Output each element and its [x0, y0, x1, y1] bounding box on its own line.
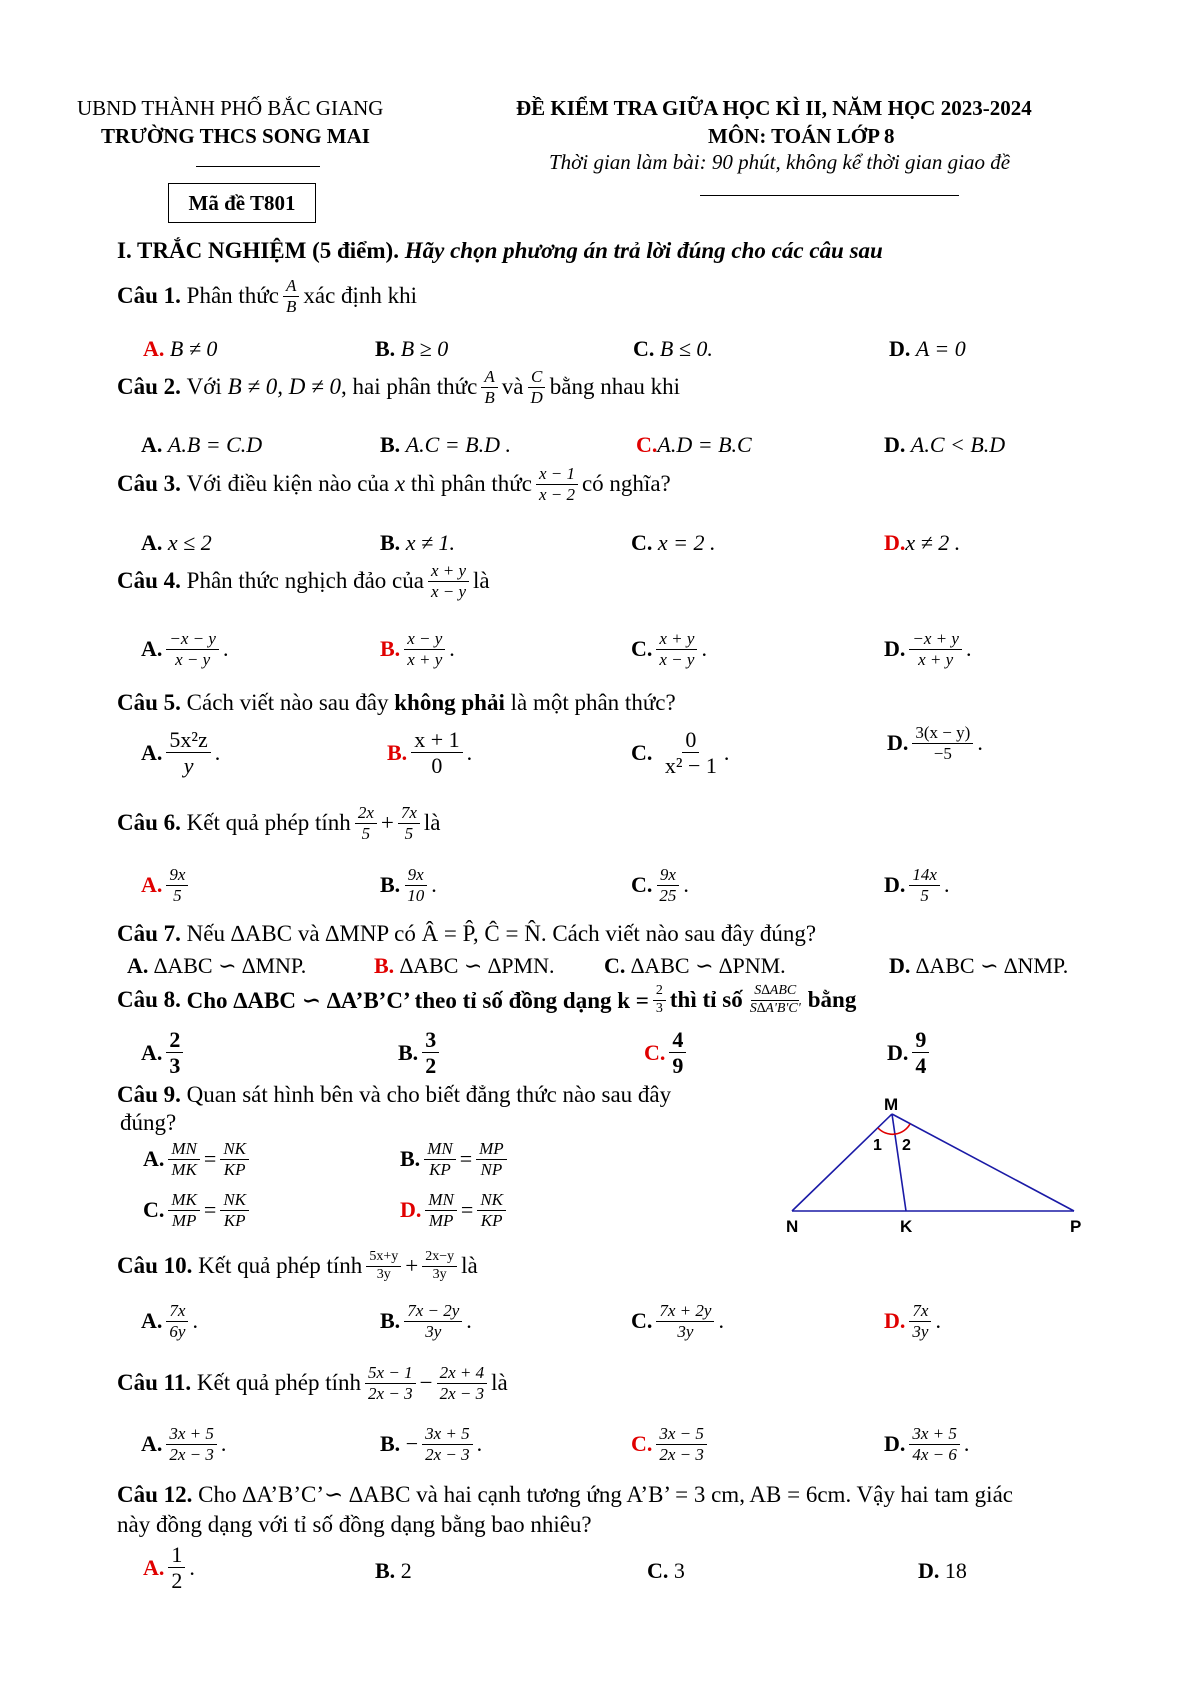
exam-code-box: Mã đề T801 [168, 183, 316, 223]
header-right-rule [700, 195, 959, 196]
q6-option-a[interactable]: A. $\frac{9x}{5}$ [141, 866, 192, 905]
question-text: là [423, 810, 441, 836]
question-1 [117, 277, 417, 316]
question-text: là một phân thức? [510, 690, 676, 715]
question-label: Câu 9. [117, 1082, 181, 1107]
side-mn [792, 1114, 892, 1211]
question-text: bằng [807, 987, 857, 1013]
question-12 [117, 1482, 1013, 1508]
q2-option-c[interactable]: C. A.D = B.C [636, 432, 752, 457]
q7-option-d[interactable]: D. ∆ABC ∽ ∆NMP. [889, 953, 1069, 978]
question-condition: B ≠ 0, D ≠ 0 [227, 374, 341, 400]
question-4 [117, 562, 490, 601]
question-text: Cho ∆ABC ∽ ∆A’B’C’ theo tỉ số đồng dạng k = [186, 987, 649, 1013]
question-text: Quan sát hình bên và cho biết đẳng thức nào sau đây [186, 1082, 672, 1107]
q1-option-d[interactable]: D. A = 0 [889, 336, 966, 361]
section-title [117, 238, 883, 264]
q1-option-c[interactable]: C. B ≤ 0. [633, 336, 713, 361]
q7-option-c[interactable]: C. ∆ABC ∽ ∆PNM. [604, 953, 786, 978]
question-text: là [461, 1253, 478, 1279]
q3-option-b[interactable]: B. x ≠ 1. [380, 530, 456, 555]
question-text: là [473, 568, 490, 594]
question-7 [117, 921, 816, 947]
q12-option-c[interactable]: C. 3 [647, 1558, 685, 1583]
question-10 [117, 1250, 478, 1282]
question-9-line2: đúng? [120, 1110, 177, 1135]
q8-option-b[interactable]: B. $\frac{3}{2}$ [398, 1028, 443, 1077]
vertex-n-label: N [786, 1217, 799, 1236]
header-right-line1: ĐỀ KIỂM TRA GIỮA HỌC KÌ II, NĂM HỌC 2023-2024 [516, 96, 1032, 120]
plus-sign: + [380, 810, 394, 836]
header-left-line1: UBND THÀNH PHỐ BẮC GIANG [77, 96, 384, 120]
q11-option-d[interactable]: D. $\frac{3x + 5}{4x - 6}$ . [884, 1424, 970, 1464]
question-text: , hai phân thức [340, 374, 478, 400]
header-left-line2: TRƯỜNG THCS SONG MAI [101, 124, 370, 148]
fraction: $\frac{2x + 4}{2x - 3}$ [437, 1364, 488, 1403]
vertex-p-label: P [1070, 1217, 1082, 1236]
q10-option-c[interactable]: C. $\frac{7x + 2y}{3y}$ . [631, 1301, 724, 1341]
q6-option-b[interactable]: B. $\frac{9x}{10}$ . [380, 865, 437, 905]
side-mp [892, 1114, 1074, 1211]
q5-option-c[interactable]: C. $\frac{0}{\text{x² − 1}}$ . [631, 727, 730, 779]
question-8 [117, 984, 856, 1016]
question-label: Câu 3. [117, 471, 181, 497]
question-text: Kết quả phép tính [198, 1253, 363, 1279]
q8-option-a[interactable]: A. $\frac{2}{3}$ [141, 1028, 187, 1077]
vertex-m-label: M [884, 1098, 899, 1114]
question-text: Phân thức nghịch đảo của [186, 568, 424, 594]
header-right-line3: Thời gian làm bài: 90 phút, không kể thời gian giao đề [549, 150, 1011, 174]
triangle-figure [780, 1098, 1100, 1248]
question-12-line2: này đồng dạng với tỉ số đồng dạng bằng bao nhiêu? [117, 1512, 592, 1537]
fraction: $\frac{7x}{5}$ [398, 804, 420, 843]
q7-option-a[interactable]: A. ∆ABC ∽ ∆MNP. [127, 953, 307, 978]
q4-option-d[interactable]: D. $\frac{-x + y}{x + y}$ . [884, 629, 972, 669]
q4-option-c[interactable]: C. $\frac{x + y}{x - y}$ . [631, 629, 707, 669]
question-text: Kết quả phép tính [186, 810, 351, 836]
segment-mk [892, 1114, 906, 1211]
question-5 [117, 690, 676, 716]
question-text: là [491, 1370, 508, 1396]
fraction: $\frac{A}{B}$ [481, 368, 497, 407]
fraction: $\frac{2}{3}$ [653, 984, 666, 1016]
vertex-k-label: K [900, 1217, 913, 1236]
question-label: Câu 11. [117, 1370, 192, 1396]
variable: x [394, 471, 406, 497]
question-text: và [501, 374, 524, 400]
section-instruction: Hãy chọn phương án trả lời đúng cho các câu sau [404, 238, 883, 263]
question-label: Câu 5. [117, 690, 181, 715]
q1-option-b[interactable]: B. B ≥ 0 [375, 336, 449, 361]
question-text: Phân thức [186, 283, 279, 309]
fraction: $\frac{5x+y}{3y}$ [366, 1250, 401, 1282]
q9-option-c[interactable]: C. $\frac{MK}{MP}$ = $\frac{NK}{KP}$ [143, 1191, 253, 1230]
q8-option-d[interactable]: D. $\frac{9}{4}$ [887, 1028, 933, 1077]
fraction: $\frac{2x}{5}$ [355, 804, 377, 843]
angle-2-label: 2 [902, 1137, 911, 1154]
q9-option-b[interactable]: B. $\frac{MN}{KP}$ = $\frac{MP}{NP}$ [400, 1140, 511, 1179]
q6-option-d[interactable]: D. $\frac{14x}{5}$ . [884, 865, 950, 905]
question-label: Câu 12. [117, 1482, 193, 1507]
header-right-line2: MÔN: TOÁN LỚP 8 [708, 124, 895, 148]
question-label: Câu 7. [117, 921, 181, 946]
question-text: thì tỉ số [669, 987, 743, 1013]
question-label: Câu 8. [117, 987, 181, 1013]
question-text: bằng nhau khi [549, 374, 681, 400]
q10-option-b[interactable]: B. $\frac{7x - 2y}{3y}$ . [380, 1301, 472, 1341]
question-text: Nếu ∆ABC và ∆MNP có Â = P̂, Ĉ = N̂. Cách viết nào sau đây đúng? [186, 921, 817, 946]
section-title-text: I. TRẮC NGHIỆM (5 điểm). [117, 238, 399, 263]
plus-sign: + [405, 1253, 419, 1279]
q4-option-a[interactable]: A. $\frac{-x - y}{x - y}$ . [141, 629, 229, 669]
question-label: Câu 6. [117, 810, 181, 836]
q5-option-a[interactable]: A. $\frac{\text{5x²z}}{y}$ . [141, 727, 221, 779]
q3-option-c[interactable]: C. x = 2 . [631, 530, 716, 555]
q6-option-c[interactable]: C. $\frac{9x}{25}$ . [631, 865, 689, 905]
q10-option-d[interactable]: D. $\frac{7x}{3y}$ . [884, 1301, 941, 1341]
header-left-rule [196, 166, 320, 167]
q1-option-a[interactable]: A. B ≠ 0 [143, 336, 218, 361]
question-text: Cách viết nào sau đây [186, 690, 389, 715]
question-text: Với điều kiện nào của [186, 471, 390, 497]
fraction: $\frac{x - 1}{x - 2}$ [536, 465, 578, 504]
question-label: Câu 1. [117, 283, 181, 309]
q4-option-b[interactable]: B. $\frac{x - y}{x + y}$ . [380, 629, 455, 669]
q12-option-a[interactable]: A. $\frac{1}{2}$ . [143, 1542, 195, 1594]
q11-option-b[interactable]: B. − $\frac{3x + 5}{2x - 3}$ . [380, 1424, 483, 1464]
fraction: $\frac{5x - 1}{2x - 3}$ [365, 1364, 416, 1403]
question-label: Câu 2. [117, 374, 181, 400]
question-9 [117, 1082, 671, 1108]
minus-sign: − [419, 1370, 433, 1396]
question-emphasis: không phải [394, 690, 505, 715]
fraction: $\frac{C}{D}$ [527, 368, 545, 407]
q10-option-a[interactable]: A. $\frac{7x}{6y}$ . [141, 1301, 198, 1341]
question-6 [117, 804, 441, 843]
q9-option-a[interactable]: A. $\frac{MN}{MK}$ = $\frac{NK}{KP}$ [143, 1140, 253, 1179]
question-text: Với [186, 374, 222, 400]
angle-1-label: 1 [873, 1137, 882, 1154]
q2-option-b[interactable]: B. A.C = B.D . [380, 432, 511, 457]
q7-option-b[interactable]: B. ∆ABC ∽ ∆PMN. [374, 953, 555, 978]
fraction: $\frac{\text{S∆ABC}}{S\Delta A'B'C'}$ [749, 983, 801, 1016]
q11-option-a[interactable]: A. $\frac{3x + 5}{2x - 3}$ . [141, 1424, 227, 1464]
fraction: $\frac{A}{B}$ [283, 277, 299, 316]
question-text: có nghĩa? [581, 471, 671, 497]
q11-option-c[interactable]: C. $\frac{3x - 5}{2x - 3}$ [631, 1425, 711, 1464]
question-label: Câu 4. [117, 568, 181, 594]
question-3 [117, 465, 671, 504]
q5-option-d[interactable]: D. $\frac{3(x - y)}{-5}$ . [887, 723, 983, 763]
question-text: Kết quả phép tính [196, 1370, 362, 1396]
question-11 [117, 1364, 508, 1403]
question-2 [117, 368, 680, 407]
fraction: $\frac{2x-y}{3y}$ [422, 1250, 457, 1282]
q2-option-a[interactable]: A. A.B = C.D [141, 432, 263, 457]
q2-option-d[interactable]: D. A.C < B.D [884, 432, 1006, 457]
question-text: thì phân thức [410, 471, 532, 497]
question-text: Cho ∆A’B’C’∽ ∆ABC và hai cạnh tương ứng A’B’ = 3 cm, AB = 6cm. Vậy hai tam giác [198, 1482, 1013, 1507]
q3-option-a[interactable]: A. x ≤ 2 [141, 530, 212, 555]
q12-option-b[interactable]: B. 2 [375, 1558, 412, 1583]
q8-option-c[interactable]: C. $\frac{4}{9}$ [644, 1028, 690, 1077]
q9-option-d[interactable]: D. $\frac{MN}{MP}$ = $\frac{NK}{KP}$ [400, 1191, 510, 1230]
fraction: $\frac{x + y}{x - y}$ [428, 562, 469, 601]
q12-option-d[interactable]: D. 18 [918, 1558, 967, 1583]
q5-option-b[interactable]: B. $\frac{x + 1}{0}$ . [387, 727, 473, 779]
question-label: Câu 10. [117, 1253, 193, 1279]
question-text: xác định khi [303, 283, 418, 309]
q3-option-d[interactable]: D. x ≠ 2 . [884, 530, 961, 555]
